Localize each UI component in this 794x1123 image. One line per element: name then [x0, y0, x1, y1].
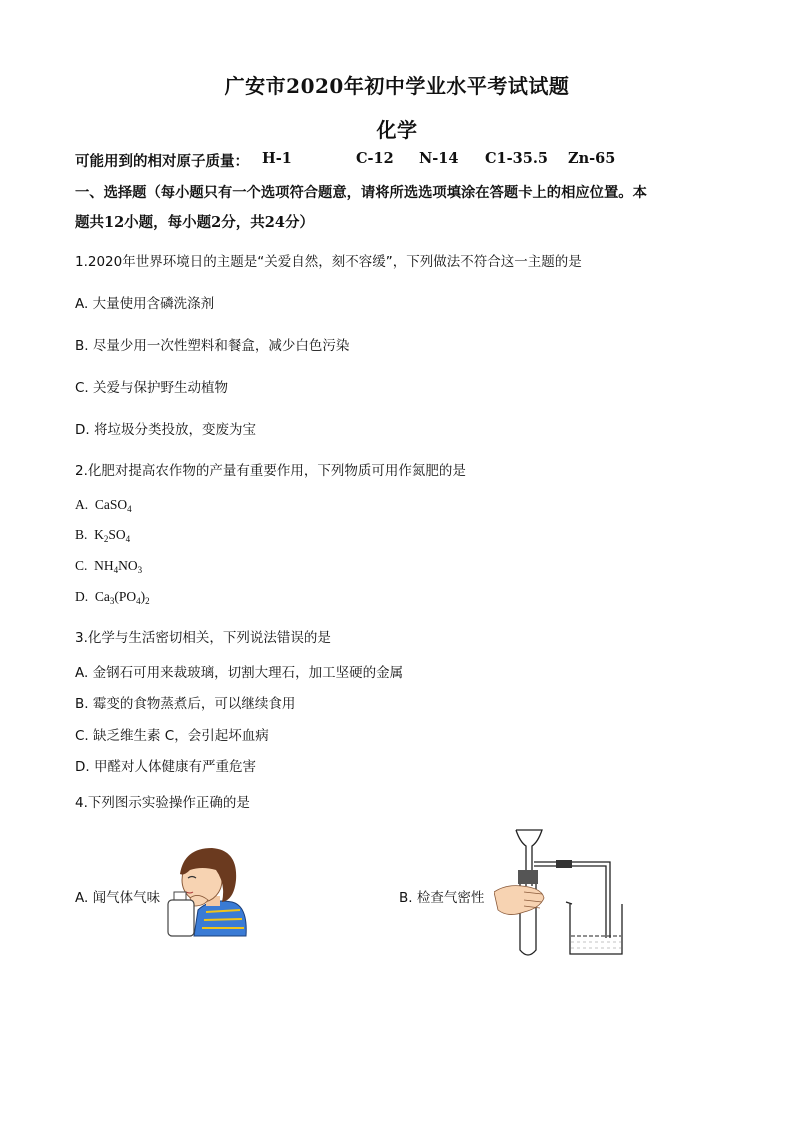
question-4-option-a: A. 闻气体气味 — [75, 890, 161, 906]
atomic-mass-cl: C1-35.5 — [485, 150, 548, 167]
question-1-option-d: D. 将垃圾分类投放，变废为宝 — [75, 422, 256, 438]
question-2-option-d: D. $Ca_3(PO_4)_2$ — [75, 589, 150, 606]
section-heading-line1: 一、选择题（每小题只有一个选项符合题意，请将所选选项填涂在答题卡上的相应位置。本 — [75, 185, 647, 201]
section-heading-line2: 题共12小题，每小题2分，共24分） — [75, 214, 314, 231]
airtightness-check-illustration — [494, 826, 624, 964]
question-1-stem: 1.2020年世界环境日的主题是“关爱自然，刻不容缓”，下列做法不符合这一主题的是 — [75, 254, 582, 270]
question-2-option-b: B. $K_2SO_4$ — [75, 527, 131, 544]
question-1-option-c: C. 关爱与保护野生动植物 — [75, 380, 229, 396]
question-3-option-b: B. 霉变的食物蒸煮后，可以继续食用 — [75, 696, 296, 712]
smelling-gas-illustration — [160, 840, 255, 938]
question-3-option-d: D. 甲醛对人体健康有严重危害 — [75, 759, 256, 775]
atomic-mass-line — [75, 150, 249, 171]
question-4-option-b: B. 检查气密性 — [399, 890, 485, 906]
atomic-mass-c: C-12 — [356, 150, 394, 167]
question-3-option-a: A. 金钢石可用来裁玻璃，切割大理石，加工坚硬的金属 — [75, 665, 404, 681]
question-1-option-a: A. 大量使用含磷洗涤剂 — [75, 296, 215, 312]
subject-title: 化学 — [376, 118, 418, 142]
atomic-mass-zn: Zn-65 — [568, 150, 616, 167]
question-2-stem: 2.化肥对提高农作物的产量有重要作用，下列物质可用作氮肥的是 — [75, 463, 466, 479]
question-1-option-b: B. 尽量少用一次性塑料和餐盒，减少白色污染 — [75, 338, 350, 354]
question-3-stem: 3.化学与生活密切相关，下列说法错误的是 — [75, 630, 331, 646]
page-title: 广安市2020年初中学业水平考试试题 — [224, 74, 570, 98]
question-3-option-c: C. 缺乏维生素 C，会引起坏血病 — [75, 728, 269, 744]
question-2-option-c: C. $NH_4NO_3$ — [75, 558, 143, 575]
question-4-stem: 4.下列图示实验操作正确的是 — [75, 795, 250, 811]
atomic-mass-h: H-1 — [262, 150, 292, 167]
question-2-option-a: A. CaSO$_4$ — [75, 497, 132, 514]
atomic-mass-n: N-14 — [419, 150, 459, 167]
atomic-mass-label: 可能用到的相对原子质量： — [75, 153, 249, 170]
